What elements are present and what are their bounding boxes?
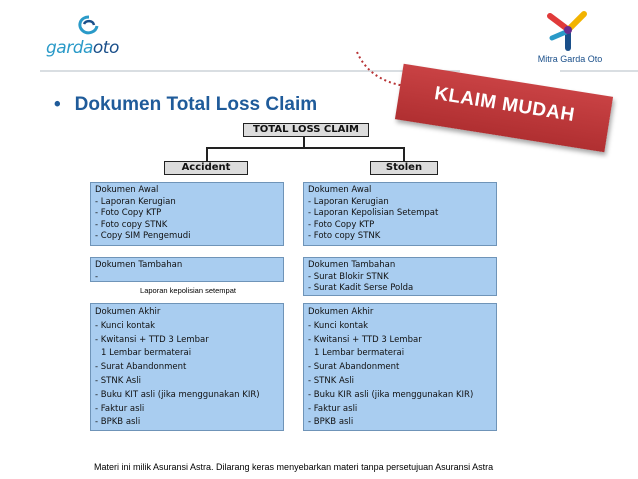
mitra-star-icon	[544, 8, 592, 52]
garda-oto-swirl-icon	[74, 14, 104, 38]
logo-right-text: Mitra Garda Oto	[537, 54, 603, 64]
list-item: - Buku KIT asli (jika menggunakan KIR)	[95, 389, 260, 400]
garda-oto-logo	[46, 14, 156, 62]
list-item: Dokumen Tambahan	[95, 260, 183, 270]
list-item: - Surat Blokir STNK	[308, 271, 389, 282]
stolen-dokumen-akhir-box	[303, 303, 497, 431]
logo-left-prefix: garda	[46, 38, 93, 58]
list-item: -	[95, 271, 99, 282]
list-item: Dokumen Awal	[308, 185, 372, 195]
list-item: - Surat Abandonment	[95, 362, 187, 373]
total-loss-claim-header: TOTAL LOSS CLAIM	[243, 123, 369, 137]
connector-stolen-down	[403, 147, 405, 161]
list-item: - Faktur asli	[308, 403, 358, 414]
list-item: - Kunci kontak	[308, 320, 369, 331]
connector-accident-down	[206, 147, 208, 161]
list-item: - Buku KIR asli (jika menggunakan KIR)	[308, 389, 474, 400]
list-item: Dokumen Akhir	[308, 307, 374, 317]
list-item: - Surat Kadit Serse Polda	[308, 283, 414, 293]
list-item: - Kwitansi + TTD 3 Lembar	[95, 334, 209, 345]
connector-horizontal	[206, 147, 404, 149]
list-item: - Faktur asli	[95, 403, 145, 414]
list-item: - Foto Copy KTP	[308, 219, 375, 230]
list-item: - STNK Asli	[95, 375, 141, 386]
list-item: - Kwitansi + TTD 3 Lembar	[308, 334, 422, 345]
stolen-dokumen-awal-box	[303, 182, 497, 246]
title-bullet: •	[54, 94, 61, 115]
list-item: Dokumen Awal	[95, 185, 159, 195]
list-item: - BPKB asli	[95, 417, 141, 428]
header-divider-right	[560, 70, 638, 72]
list-item: - Copy SIM Pengemudi	[95, 231, 191, 241]
list-item: - Kunci kontak	[95, 320, 156, 331]
accident-dokumen-awal-box	[90, 182, 284, 246]
stolen-header: Stolen	[370, 161, 438, 175]
list-item: - STNK Asli	[308, 375, 354, 386]
list-item: - Foto Copy KTP	[95, 208, 162, 218]
list-item: - Surat Abandonment	[308, 362, 400, 373]
stolen-dokumen-tambahan-box	[303, 257, 497, 296]
list-item: Dokumen Akhir	[95, 307, 161, 317]
list-item: - Laporan Kerugian	[308, 196, 389, 207]
list-item: Dokumen Tambahan	[308, 260, 396, 270]
list-item: 1 Lembar bermaterai	[314, 348, 405, 359]
accident-dokumen-tambahan-box	[90, 257, 284, 282]
logo-left-suffix: oto	[92, 38, 119, 58]
page-title-text: Dokumen Total Loss Claim	[74, 94, 318, 115]
banner-text: KLAIM MUDAH	[432, 83, 577, 126]
list-item: - Foto copy STNK	[308, 231, 381, 241]
page-title	[54, 94, 317, 116]
accident-dokumen-akhir-box	[90, 303, 284, 431]
mitra-garda-oto-logo	[520, 8, 620, 70]
laporan-kepolisian-note: Laporan kepolisian setempat	[120, 285, 256, 296]
list-item: 1 Lembar bermaterai	[101, 348, 192, 359]
list-item: - BPKB asli	[308, 417, 354, 428]
footer-disclaimer: Materi ini milik Asuransi Astra. Dilarang keras menyebarkan materi tanpa persetujuan Asuransi Astra	[94, 462, 494, 472]
klaim-mudah-banner	[395, 64, 613, 152]
list-item: - Laporan Kerugian	[95, 196, 176, 207]
list-item: - Laporan Kepolisian Setempat	[308, 208, 439, 218]
list-item: - Foto copy STNK	[95, 219, 168, 230]
accident-header: Accident	[164, 161, 248, 175]
